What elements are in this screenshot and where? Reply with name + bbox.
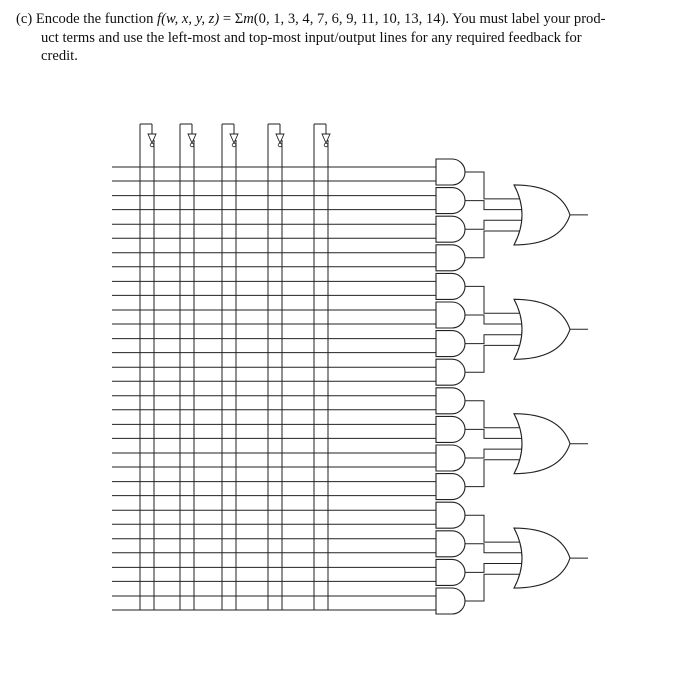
and-gate [436,359,465,385]
or-input-wire [465,315,526,324]
inverter-triangle [322,134,330,143]
problem-instruction: You must label your prod- [452,11,606,27]
and-gate [436,159,465,185]
problem-label: (c) [16,11,33,27]
and-gate [436,416,465,442]
and-gate [436,302,465,328]
problem-intro: Encode the function [35,11,154,27]
and-gate [436,388,465,414]
and-gates [436,159,465,614]
or-gate [514,528,570,588]
or-input-wire [465,201,526,210]
inverter-bubble [232,143,236,147]
inverter-triangle [148,134,156,143]
and-gate [436,188,465,214]
inverter-bubble [324,143,328,147]
inverter-bubble [150,143,154,147]
or-input-wire [465,220,526,229]
and-gate [436,245,465,271]
or-input-wire [465,544,526,553]
inverter-bubble [278,143,282,147]
or-input-wire [465,429,526,438]
or-input-wire [465,449,526,458]
inverter-triangle [230,134,238,143]
product-term-lines [112,167,436,610]
inverter-bubble [190,143,194,147]
minterm-function: m [243,11,254,27]
function-args: (w, x, y, z) [161,11,220,27]
equals-sign: = [219,11,235,27]
and-gate [436,559,465,585]
function-name: f [157,11,162,27]
sum-symbol: Σ [234,11,244,27]
and-gate [436,331,465,357]
or-input-wire [465,335,526,344]
and-gate [436,216,465,242]
or-gate [514,414,570,474]
and-gate [436,531,465,557]
problem-line-3: credit. [41,48,78,64]
or-gate [514,299,570,359]
or-gates [465,172,588,601]
and-gate [436,588,465,614]
or-input-wire [465,564,526,573]
minterm-list: (0, 1, 3, 4, 7, 6, 9, 11, 10, 13, 14). [253,11,450,27]
and-gate [436,502,465,528]
input-buffers [140,124,330,147]
problem-line-2: uct terms and use the left-most and top-most input/output lines for any required feedback for [41,29,582,46]
inverter-triangle [276,134,284,143]
inverter-triangle [188,134,196,143]
and-gate [436,445,465,471]
and-gate [436,474,465,500]
or-gate [514,185,570,245]
and-gate [436,273,465,299]
